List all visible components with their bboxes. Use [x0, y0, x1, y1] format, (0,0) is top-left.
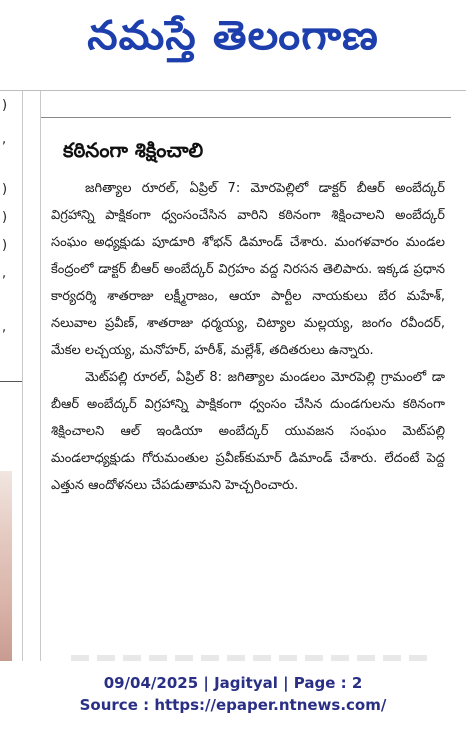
- column-fragment-mark: ,: [2, 320, 7, 335]
- column-fragment-mark: ,: [2, 132, 7, 147]
- source-footer: [0, 672, 466, 716]
- footer-source-line: Source : https://epaper.ntnews.com/: [79, 696, 387, 714]
- clipped-text-edge: [71, 655, 431, 661]
- newspaper-clipping: [0, 90, 466, 661]
- article-paragraph: జగిత్యాల రూరల్, ఏప్రిల్ 7: మోరపెల్లిలో డాక్టర్ బీఆర్ అంబేద్కర్ విగ్రహాన్ని పాక్షికంగా ధ్వంసంచేసిన వారిని కఠినంగా శిక్షించాలని అంబేద్కర్ సంఘం అధ్యక్షుడు పూడూరి శోభన్ డిమాండ్ చేశారు. మంగళవారం మండల కేంద్రంలో డాక్టర్ బీఆర్ అంబేద్కర్ విగ్రహం వద్ద నిరసన తెలిపారు. ఇక్కడ ప్రధాన కార్యదర్శి శాతరాజు లక్ష్మీరాజం, ఆయా పార్టీల నాయకులు బేర మహేశ్, నలువాల ప్రవీణ్, శాతరాజు ధర్మయ్య, చిట్యాల మల్లయ్య, జంగం రవీందర్, మేకల లచ్చయ్య, మనోహర్, హరీశ్, మల్లేశ్, తదితరులు ఉన్నారు.: [51, 181, 445, 358]
- footer-edition-line: 09/04/2025 | Jagityal | Page : 2: [103, 674, 363, 692]
- column-fragment-mark: ): [2, 238, 8, 253]
- column-fragment-mark: ,: [2, 266, 7, 281]
- news-article: [40, 91, 451, 661]
- column-fragment-mark: ): [2, 210, 8, 225]
- article-body: [51, 175, 445, 499]
- adjacent-photo-fragment: [0, 471, 12, 661]
- column-fragment-mark: ): [2, 98, 8, 113]
- article-top-rule: [41, 117, 451, 118]
- column-divider: [0, 381, 22, 382]
- article-headline: కఠినంగా శిక్షించాలి: [63, 138, 204, 163]
- adjacent-column-fragment: [0, 91, 23, 661]
- column-fragment-mark: ): [2, 182, 8, 197]
- article-paragraph: మెట్‌పల్లి రూరల్, ఏప్రిల్ 8: జగిత్యాల మండలం మోరపెల్లి గ్రామంలో డా బీఆర్ అంబేద్కర్ విగ్రహాన్ని పాక్షికంగా ధ్వంసం చేసిన దుండగులను కఠినంగా శిక్షించాలని ఆల్ ఇండియా అంబేద్కర్ యువజన సంఘం మెట్‌పల్లి మండలాధ్యక్షుడు గోరుమంతుల ప్రవీణ్‌కుమార్ డిమాండ్ చేశారు. లేదంటే పెద్ద ఎత్తున ఆందోళనలు చేపడుతామని హెచ్చరించారు.: [51, 370, 445, 493]
- masthead: [0, 0, 466, 82]
- masthead-title: నమస్తే తెలంగాణ: [87, 13, 379, 59]
